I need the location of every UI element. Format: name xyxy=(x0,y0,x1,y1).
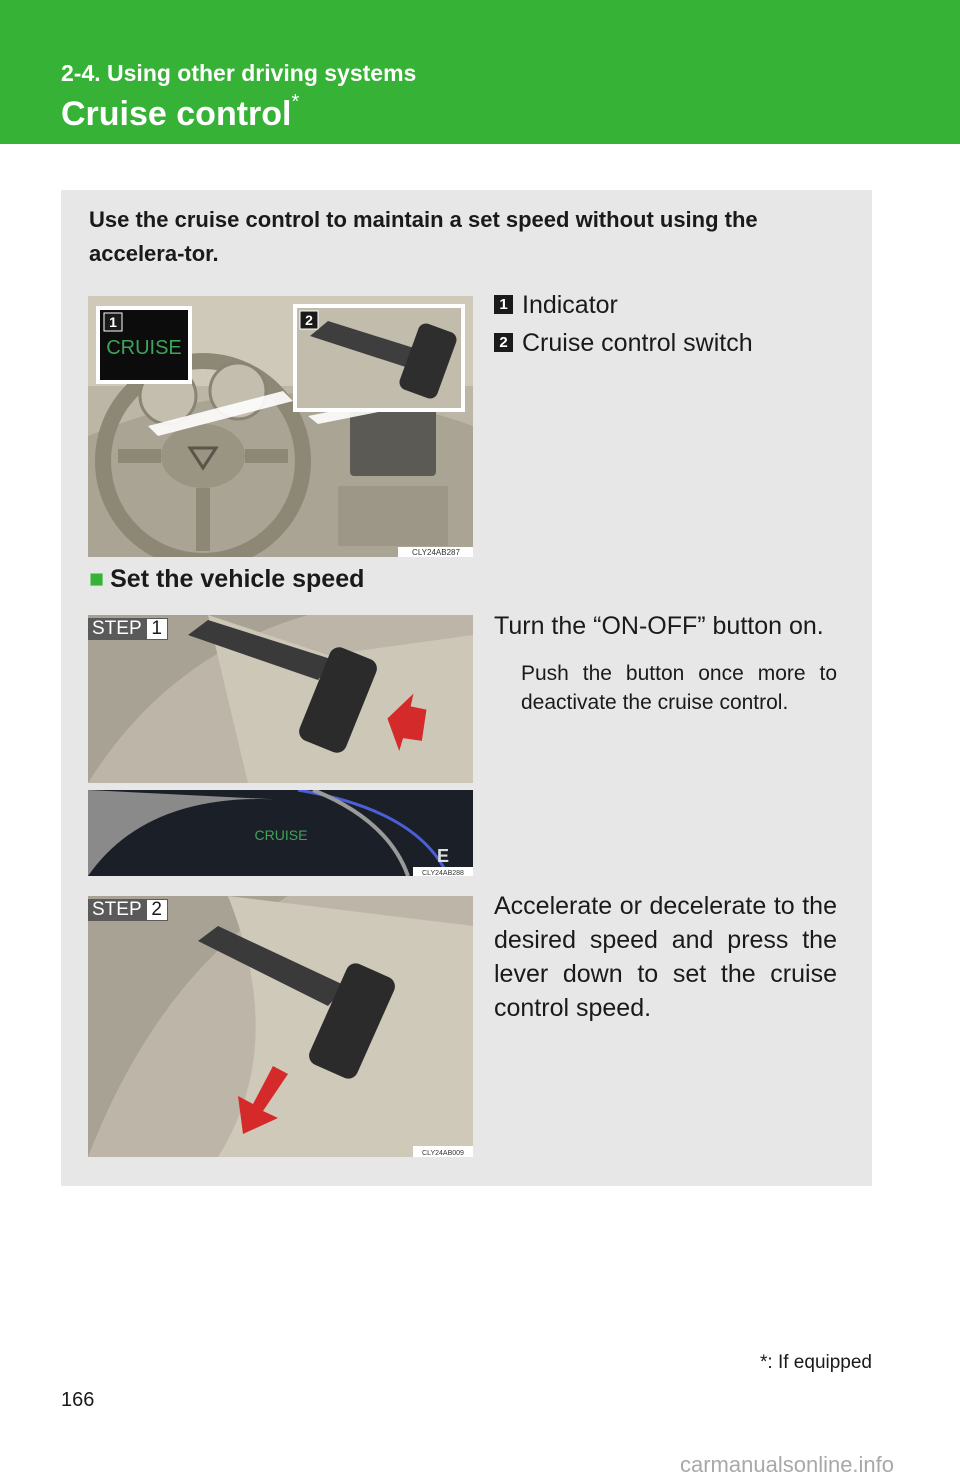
page-title-text: Cruise control xyxy=(61,95,292,133)
legend-label: Cruise control switch xyxy=(522,329,753,357)
watermark: carmanualsonline.info xyxy=(680,1452,895,1477)
section-label: 2-4. Using other driving systems xyxy=(61,60,417,86)
overview-illustration xyxy=(88,296,473,557)
gauge-cruise-text: CRUISE xyxy=(254,827,308,843)
fuel-e-letter: E xyxy=(436,846,450,866)
step-2-instruction: Accelerate or decelerate to the desired speed and press the lever down to set the cruise control speed. xyxy=(494,892,837,1022)
legend-number: 1 xyxy=(494,295,513,314)
lever-drawing xyxy=(88,615,473,783)
step2-lever-illustration xyxy=(88,896,473,1157)
legend-item-indicator xyxy=(494,291,618,320)
dashboard-drawing xyxy=(88,296,473,557)
footnote: *: If equipped xyxy=(760,1352,872,1373)
page-title xyxy=(61,91,300,134)
step-2-badge xyxy=(88,899,168,921)
image-code: CLY24AB009 xyxy=(422,1150,464,1157)
image-code: CLY24AB287 xyxy=(412,548,460,557)
intro-paragraph: Use the cruise control to maintain a set speed without using the accelera-tor. xyxy=(89,207,758,266)
callout-2: 2 xyxy=(305,312,313,328)
lever-drawing xyxy=(88,896,473,1157)
image-code: CLY24AB288 xyxy=(422,870,464,876)
legend-number: 2 xyxy=(494,333,513,352)
step1-gauge-illustration xyxy=(88,790,473,876)
step-label: STEP xyxy=(88,899,146,921)
subheading xyxy=(89,565,364,594)
cruise-indicator-text: CRUISE xyxy=(106,337,182,359)
square-bullet-icon: ■ xyxy=(89,565,105,593)
if-equipped-mark: * xyxy=(291,91,300,113)
step-1-instruction: Turn the “ON-OFF” button on. xyxy=(494,612,824,640)
step-number: 2 xyxy=(146,899,168,921)
gauge-drawing xyxy=(88,790,473,876)
legend-item-switch xyxy=(494,329,753,358)
page-number: 166 xyxy=(61,1389,95,1411)
chapter-header xyxy=(0,0,960,144)
step1-lever-illustration xyxy=(88,615,473,783)
step-1-note: Push the button once more to deactivate the cruise control. xyxy=(521,662,837,714)
step-1-badge xyxy=(88,618,168,640)
step-label: STEP xyxy=(88,618,146,640)
callout-1: 1 xyxy=(109,314,117,330)
step-number: 1 xyxy=(146,618,168,640)
legend-label: Indicator xyxy=(522,291,618,319)
subheading-text: Set the vehicle speed xyxy=(110,565,365,593)
